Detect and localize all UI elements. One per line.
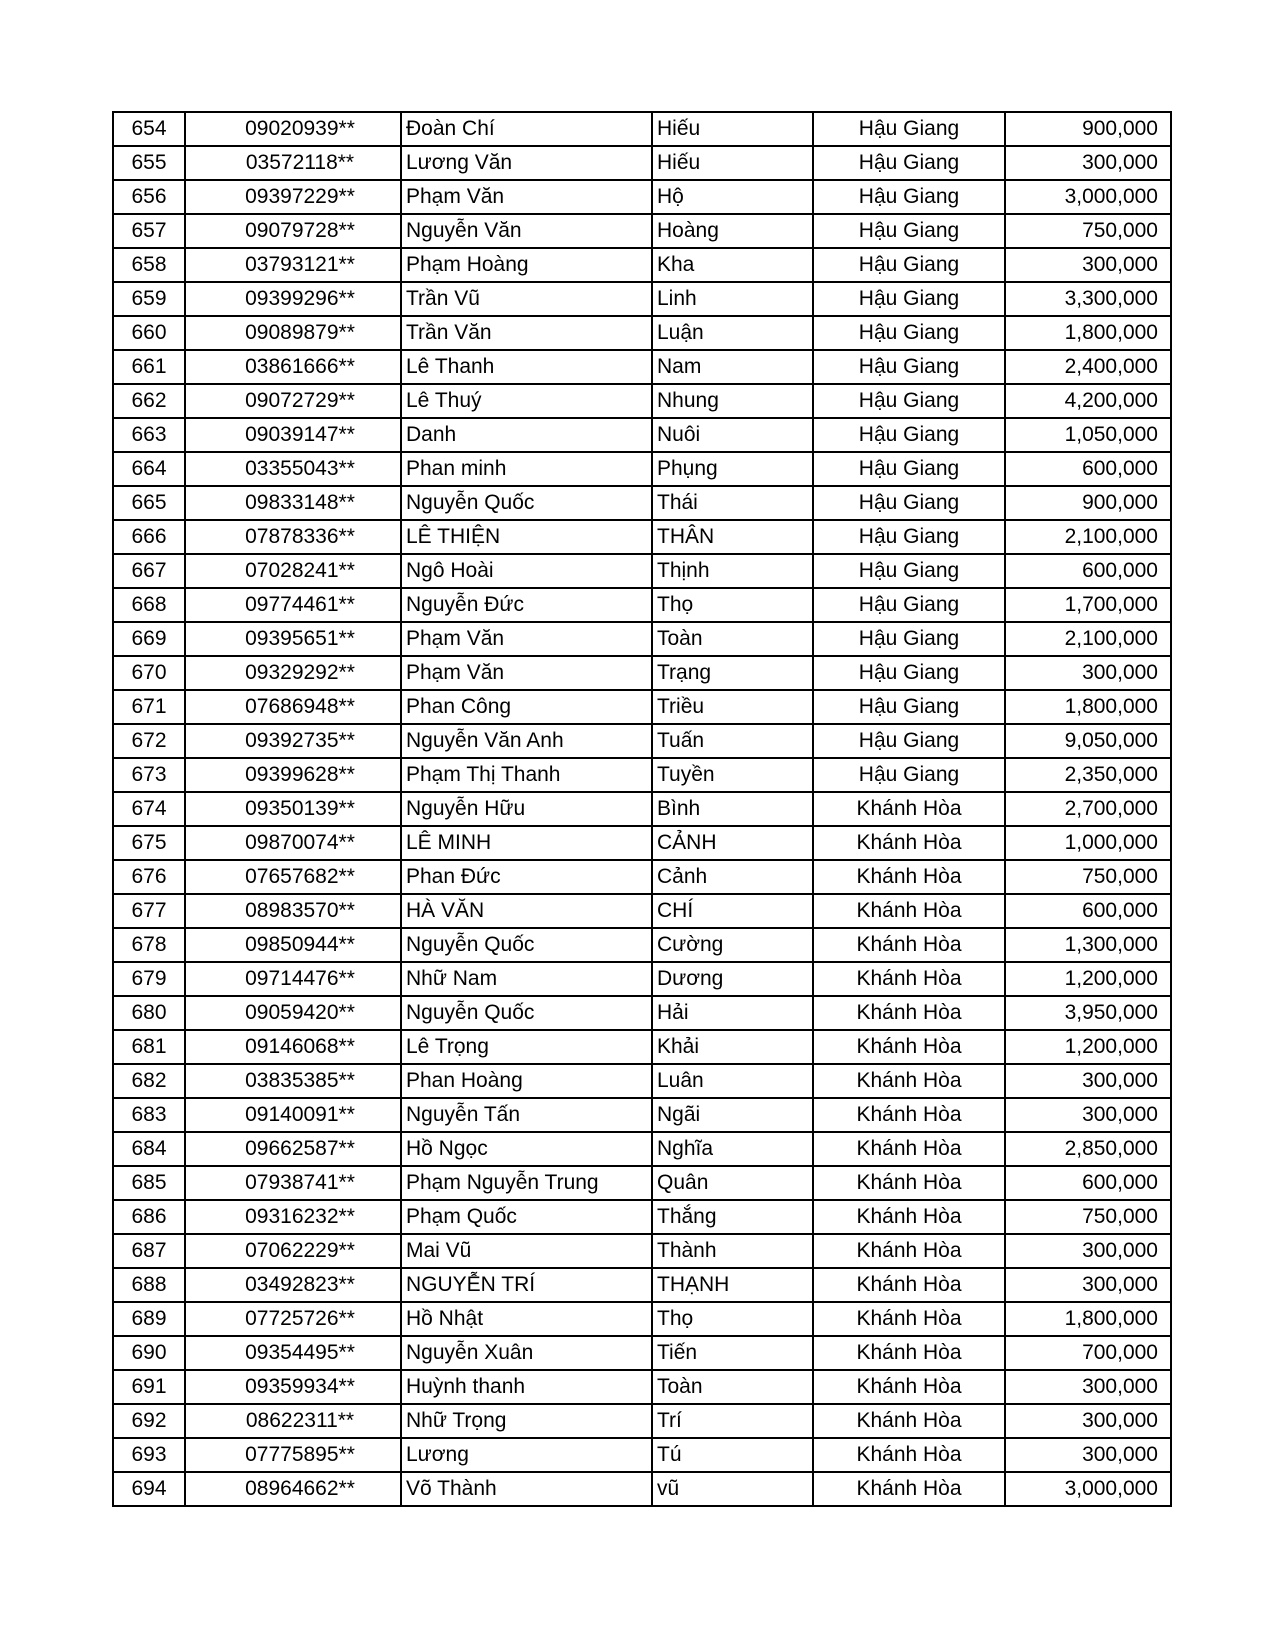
table-row — [113, 554, 1171, 588]
row-number-cell: 658 — [113, 248, 185, 282]
province-cell: Hậu Giang — [813, 690, 1005, 724]
surname-cell: Lê Thuý — [401, 384, 652, 418]
table-row — [113, 1472, 1171, 1506]
phone-cell: 09350139** — [185, 792, 401, 826]
table-row — [113, 1336, 1171, 1370]
given-name-cell: Bình — [652, 792, 813, 826]
phone-cell: 09020939** — [185, 112, 401, 146]
given-name-cell: Tiến — [652, 1336, 813, 1370]
phone-cell: 09714476** — [185, 962, 401, 996]
given-name-cell: Cường — [652, 928, 813, 962]
province-cell: Khánh Hòa — [813, 792, 1005, 826]
row-number-cell: 662 — [113, 384, 185, 418]
row-number-cell: 685 — [113, 1166, 185, 1200]
table-row — [113, 180, 1171, 214]
row-number-cell: 663 — [113, 418, 185, 452]
amount-cell: 3,950,000 — [1005, 996, 1171, 1030]
amount-cell: 300,000 — [1005, 248, 1171, 282]
surname-cell: Nguyễn Quốc — [401, 996, 652, 1030]
amount-cell: 300,000 — [1005, 146, 1171, 180]
amount-cell: 600,000 — [1005, 894, 1171, 928]
amount-cell: 750,000 — [1005, 214, 1171, 248]
amount-cell: 300,000 — [1005, 1098, 1171, 1132]
given-name-cell: Hiếu — [652, 146, 813, 180]
table-row — [113, 1404, 1171, 1438]
province-cell: Hậu Giang — [813, 350, 1005, 384]
row-number-cell: 666 — [113, 520, 185, 554]
phone-cell: 07938741** — [185, 1166, 401, 1200]
amount-cell: 300,000 — [1005, 656, 1171, 690]
row-number-cell: 674 — [113, 792, 185, 826]
amount-cell: 4,200,000 — [1005, 384, 1171, 418]
phone-cell: 03355043** — [185, 452, 401, 486]
surname-cell: Ngô Hoài — [401, 554, 652, 588]
row-number-cell: 664 — [113, 452, 185, 486]
row-number-cell: 660 — [113, 316, 185, 350]
amount-cell: 1,050,000 — [1005, 418, 1171, 452]
amount-cell: 300,000 — [1005, 1234, 1171, 1268]
amount-cell: 9,050,000 — [1005, 724, 1171, 758]
province-cell: Hậu Giang — [813, 146, 1005, 180]
surname-cell: Danh — [401, 418, 652, 452]
table-row — [113, 282, 1171, 316]
amount-cell: 600,000 — [1005, 1166, 1171, 1200]
table-row — [113, 1268, 1171, 1302]
surname-cell: Nguyễn Xuân — [401, 1336, 652, 1370]
table-row — [113, 1166, 1171, 1200]
given-name-cell: Thắng — [652, 1200, 813, 1234]
surname-cell: Lê Thanh — [401, 350, 652, 384]
row-number-cell: 678 — [113, 928, 185, 962]
phone-cell: 09850944** — [185, 928, 401, 962]
phone-cell: 09870074** — [185, 826, 401, 860]
surname-cell: Nguyễn Quốc — [401, 928, 652, 962]
given-name-cell: Toàn — [652, 1370, 813, 1404]
table-row — [113, 1064, 1171, 1098]
row-number-cell: 683 — [113, 1098, 185, 1132]
table-row — [113, 1132, 1171, 1166]
phone-cell: 09359934** — [185, 1370, 401, 1404]
province-cell: Khánh Hòa — [813, 1098, 1005, 1132]
given-name-cell: Thọ — [652, 588, 813, 622]
amount-cell: 1,700,000 — [1005, 588, 1171, 622]
given-name-cell: THẠNH — [652, 1268, 813, 1302]
row-number-cell: 682 — [113, 1064, 185, 1098]
row-number-cell: 684 — [113, 1132, 185, 1166]
given-name-cell: Nuôi — [652, 418, 813, 452]
phone-cell: 07878336** — [185, 520, 401, 554]
province-cell: Hậu Giang — [813, 520, 1005, 554]
surname-cell: Huỳnh thanh — [401, 1370, 652, 1404]
amount-cell: 700,000 — [1005, 1336, 1171, 1370]
amount-cell: 750,000 — [1005, 860, 1171, 894]
province-cell: Khánh Hòa — [813, 1166, 1005, 1200]
surname-cell: Nhữ Nam — [401, 962, 652, 996]
province-cell: Khánh Hòa — [813, 928, 1005, 962]
phone-cell: 03572118** — [185, 146, 401, 180]
amount-cell: 750,000 — [1005, 1200, 1171, 1234]
row-number-cell: 680 — [113, 996, 185, 1030]
province-cell: Hậu Giang — [813, 452, 1005, 486]
amount-cell: 2,350,000 — [1005, 758, 1171, 792]
province-cell: Hậu Giang — [813, 214, 1005, 248]
row-number-cell: 667 — [113, 554, 185, 588]
province-cell: Khánh Hòa — [813, 826, 1005, 860]
given-name-cell: Nam — [652, 350, 813, 384]
surname-cell: Phạm Hoàng — [401, 248, 652, 282]
province-cell: Hậu Giang — [813, 282, 1005, 316]
phone-cell: 08983570** — [185, 894, 401, 928]
amount-cell: 1,800,000 — [1005, 316, 1171, 350]
surname-cell: Nguyễn Tấn — [401, 1098, 652, 1132]
row-number-cell: 689 — [113, 1302, 185, 1336]
table-row — [113, 1302, 1171, 1336]
province-cell: Khánh Hòa — [813, 962, 1005, 996]
phone-cell: 09399296** — [185, 282, 401, 316]
amount-cell: 1,200,000 — [1005, 962, 1171, 996]
amount-cell: 3,000,000 — [1005, 1472, 1171, 1506]
given-name-cell: Nhung — [652, 384, 813, 418]
phone-cell: 09089879** — [185, 316, 401, 350]
surname-cell: Phạm Thị Thanh — [401, 758, 652, 792]
row-number-cell: 677 — [113, 894, 185, 928]
province-cell: Khánh Hòa — [813, 1268, 1005, 1302]
row-number-cell: 670 — [113, 656, 185, 690]
given-name-cell: Tuyền — [652, 758, 813, 792]
phone-cell: 09354495** — [185, 1336, 401, 1370]
phone-cell: 09072729** — [185, 384, 401, 418]
table-body — [113, 112, 1171, 1506]
province-cell: Hậu Giang — [813, 180, 1005, 214]
surname-cell: Lương — [401, 1438, 652, 1472]
amount-cell: 2,100,000 — [1005, 520, 1171, 554]
phone-cell: 09316232** — [185, 1200, 401, 1234]
row-number-cell: 686 — [113, 1200, 185, 1234]
phone-cell: 08622311** — [185, 1404, 401, 1438]
row-number-cell: 687 — [113, 1234, 185, 1268]
given-name-cell: Thái — [652, 486, 813, 520]
province-cell: Khánh Hòa — [813, 1132, 1005, 1166]
row-number-cell: 655 — [113, 146, 185, 180]
province-cell: Khánh Hòa — [813, 894, 1005, 928]
row-number-cell: 654 — [113, 112, 185, 146]
phone-cell: 09329292** — [185, 656, 401, 690]
amount-cell: 1,300,000 — [1005, 928, 1171, 962]
row-number-cell: 691 — [113, 1370, 185, 1404]
table-row — [113, 1200, 1171, 1234]
given-name-cell: Khải — [652, 1030, 813, 1064]
phone-cell: 09397229** — [185, 180, 401, 214]
province-cell: Khánh Hòa — [813, 1438, 1005, 1472]
given-name-cell: Trí — [652, 1404, 813, 1438]
province-cell: Khánh Hòa — [813, 1336, 1005, 1370]
surname-cell: Phạm Văn — [401, 656, 652, 690]
row-number-cell: 665 — [113, 486, 185, 520]
given-name-cell: Quân — [652, 1166, 813, 1200]
province-cell: Khánh Hòa — [813, 1030, 1005, 1064]
surname-cell: HÀ VĂN — [401, 894, 652, 928]
row-number-cell: 679 — [113, 962, 185, 996]
province-cell: Khánh Hòa — [813, 860, 1005, 894]
table-row — [113, 860, 1171, 894]
surname-cell: NGUYỄN TRÍ — [401, 1268, 652, 1302]
row-number-cell: 659 — [113, 282, 185, 316]
phone-cell: 07657682** — [185, 860, 401, 894]
province-cell: Hậu Giang — [813, 112, 1005, 146]
amount-cell: 1,800,000 — [1005, 1302, 1171, 1336]
table-row — [113, 588, 1171, 622]
phone-cell: 07062229** — [185, 1234, 401, 1268]
row-number-cell: 671 — [113, 690, 185, 724]
given-name-cell: Trạng — [652, 656, 813, 690]
table-row — [113, 758, 1171, 792]
table-row — [113, 826, 1171, 860]
table-row — [113, 384, 1171, 418]
table-row — [113, 214, 1171, 248]
phone-cell: 07028241** — [185, 554, 401, 588]
phone-cell: 07725726** — [185, 1302, 401, 1336]
given-name-cell: Hoàng — [652, 214, 813, 248]
given-name-cell: Hiếu — [652, 112, 813, 146]
amount-cell: 300,000 — [1005, 1404, 1171, 1438]
table-row — [113, 316, 1171, 350]
table-row — [113, 486, 1171, 520]
province-cell: Khánh Hòa — [813, 996, 1005, 1030]
surname-cell: Đoàn Chí — [401, 112, 652, 146]
surname-cell: LÊ MINH — [401, 826, 652, 860]
surname-cell: Hồ Nhật — [401, 1302, 652, 1336]
surname-cell: Phan Công — [401, 690, 652, 724]
surname-cell: Nguyễn Đức — [401, 588, 652, 622]
phone-cell: 09395651** — [185, 622, 401, 656]
surname-cell: Phan minh — [401, 452, 652, 486]
row-number-cell: 681 — [113, 1030, 185, 1064]
phone-cell: 03492823** — [185, 1268, 401, 1302]
table-row — [113, 520, 1171, 554]
surname-cell: Trần Vũ — [401, 282, 652, 316]
phone-cell: 08964662** — [185, 1472, 401, 1506]
given-name-cell: Dương — [652, 962, 813, 996]
amount-cell: 600,000 — [1005, 452, 1171, 486]
surname-cell: Võ Thành — [401, 1472, 652, 1506]
table-row — [113, 452, 1171, 486]
table-row — [113, 350, 1171, 384]
phone-cell: 07686948** — [185, 690, 401, 724]
table-row — [113, 996, 1171, 1030]
given-name-cell: Kha — [652, 248, 813, 282]
province-cell: Khánh Hòa — [813, 1370, 1005, 1404]
amount-cell: 1,000,000 — [1005, 826, 1171, 860]
given-name-cell: Ngãi — [652, 1098, 813, 1132]
row-number-cell: 661 — [113, 350, 185, 384]
phone-cell: 03793121** — [185, 248, 401, 282]
province-cell: Hậu Giang — [813, 486, 1005, 520]
province-cell: Hậu Giang — [813, 554, 1005, 588]
given-name-cell: vũ — [652, 1472, 813, 1506]
amount-cell: 300,000 — [1005, 1438, 1171, 1472]
table-row — [113, 1234, 1171, 1268]
amount-cell: 300,000 — [1005, 1370, 1171, 1404]
table-row — [113, 792, 1171, 826]
table-row — [113, 928, 1171, 962]
amount-cell: 300,000 — [1005, 1064, 1171, 1098]
amount-cell: 600,000 — [1005, 554, 1171, 588]
table-row — [113, 1098, 1171, 1132]
given-name-cell: Tuấn — [652, 724, 813, 758]
amount-cell: 2,700,000 — [1005, 792, 1171, 826]
row-number-cell: 672 — [113, 724, 185, 758]
row-number-cell: 675 — [113, 826, 185, 860]
table-row — [113, 724, 1171, 758]
surname-cell: Trần Văn — [401, 316, 652, 350]
surname-cell: Nguyễn Văn Anh — [401, 724, 652, 758]
given-name-cell: Triều — [652, 690, 813, 724]
row-number-cell: 688 — [113, 1268, 185, 1302]
given-name-cell: Cảnh — [652, 860, 813, 894]
amount-cell: 900,000 — [1005, 112, 1171, 146]
table-row — [113, 690, 1171, 724]
province-cell: Hậu Giang — [813, 724, 1005, 758]
province-cell: Hậu Giang — [813, 418, 1005, 452]
given-name-cell: Luận — [652, 316, 813, 350]
province-cell: Khánh Hòa — [813, 1234, 1005, 1268]
row-number-cell: 676 — [113, 860, 185, 894]
given-name-cell: Hải — [652, 996, 813, 1030]
amount-cell: 2,100,000 — [1005, 622, 1171, 656]
given-name-cell: Toàn — [652, 622, 813, 656]
row-number-cell: 657 — [113, 214, 185, 248]
given-name-cell: Tú — [652, 1438, 813, 1472]
table-row — [113, 1438, 1171, 1472]
province-cell: Hậu Giang — [813, 316, 1005, 350]
province-cell: Khánh Hòa — [813, 1302, 1005, 1336]
amount-cell: 2,850,000 — [1005, 1132, 1171, 1166]
given-name-cell: Hộ — [652, 180, 813, 214]
province-cell: Khánh Hòa — [813, 1404, 1005, 1438]
table-row — [113, 962, 1171, 996]
table-row — [113, 112, 1171, 146]
surname-cell: Phạm Văn — [401, 622, 652, 656]
given-name-cell: Luân — [652, 1064, 813, 1098]
phone-cell: 09662587** — [185, 1132, 401, 1166]
province-cell: Hậu Giang — [813, 622, 1005, 656]
province-cell: Hậu Giang — [813, 656, 1005, 690]
row-number-cell: 656 — [113, 180, 185, 214]
row-number-cell: 669 — [113, 622, 185, 656]
province-cell: Hậu Giang — [813, 588, 1005, 622]
province-cell: Khánh Hòa — [813, 1472, 1005, 1506]
given-name-cell: THÂN — [652, 520, 813, 554]
surname-cell: Phạm Quốc — [401, 1200, 652, 1234]
row-number-cell: 692 — [113, 1404, 185, 1438]
phone-cell: 03835385** — [185, 1064, 401, 1098]
surname-cell: Lương Văn — [401, 146, 652, 180]
phone-cell: 09140091** — [185, 1098, 401, 1132]
surname-cell: Nhữ Trọng — [401, 1404, 652, 1438]
given-name-cell: Nghĩa — [652, 1132, 813, 1166]
surname-cell: Nguyễn Hữu — [401, 792, 652, 826]
table-row — [113, 622, 1171, 656]
amount-cell: 900,000 — [1005, 486, 1171, 520]
surname-cell: Phạm Văn — [401, 180, 652, 214]
amount-cell: 1,200,000 — [1005, 1030, 1171, 1064]
amount-cell: 3,000,000 — [1005, 180, 1171, 214]
given-name-cell: Linh — [652, 282, 813, 316]
given-name-cell: CẢNH — [652, 826, 813, 860]
table-row — [113, 248, 1171, 282]
phone-cell: 09833148** — [185, 486, 401, 520]
amount-cell: 2,400,000 — [1005, 350, 1171, 384]
phone-cell: 09079728** — [185, 214, 401, 248]
row-number-cell: 693 — [113, 1438, 185, 1472]
phone-cell: 09039147** — [185, 418, 401, 452]
phone-cell: 09392735** — [185, 724, 401, 758]
row-number-cell: 694 — [113, 1472, 185, 1506]
data-table — [112, 111, 1172, 1507]
row-number-cell: 673 — [113, 758, 185, 792]
table-row — [113, 418, 1171, 452]
surname-cell: Phạm Nguyễn Trung — [401, 1166, 652, 1200]
surname-cell: Phan Đức — [401, 860, 652, 894]
given-name-cell: Thọ — [652, 1302, 813, 1336]
phone-cell: 03861666** — [185, 350, 401, 384]
province-cell: Hậu Giang — [813, 758, 1005, 792]
surname-cell: Lê Trọng — [401, 1030, 652, 1064]
province-cell: Hậu Giang — [813, 248, 1005, 282]
phone-cell: 09146068** — [185, 1030, 401, 1064]
surname-cell: Nguyễn Văn — [401, 214, 652, 248]
given-name-cell: Thịnh — [652, 554, 813, 588]
phone-cell: 09059420** — [185, 996, 401, 1030]
given-name-cell: Phụng — [652, 452, 813, 486]
phone-cell: 07775895** — [185, 1438, 401, 1472]
province-cell: Khánh Hòa — [813, 1064, 1005, 1098]
surname-cell: Mai Vũ — [401, 1234, 652, 1268]
table-row — [113, 1370, 1171, 1404]
province-cell: Khánh Hòa — [813, 1200, 1005, 1234]
province-cell: Hậu Giang — [813, 384, 1005, 418]
surname-cell: Phan Hoàng — [401, 1064, 652, 1098]
amount-cell: 300,000 — [1005, 1268, 1171, 1302]
row-number-cell: 690 — [113, 1336, 185, 1370]
amount-cell: 1,800,000 — [1005, 690, 1171, 724]
amount-cell: 3,300,000 — [1005, 282, 1171, 316]
surname-cell: Hồ Ngọc — [401, 1132, 652, 1166]
phone-cell: 09774461** — [185, 588, 401, 622]
given-name-cell: CHÍ — [652, 894, 813, 928]
surname-cell: LÊ THIỆN — [401, 520, 652, 554]
table-row — [113, 1030, 1171, 1064]
table-row — [113, 656, 1171, 690]
phone-cell: 09399628** — [185, 758, 401, 792]
surname-cell: Nguyễn Quốc — [401, 486, 652, 520]
given-name-cell: Thành — [652, 1234, 813, 1268]
table-row — [113, 146, 1171, 180]
row-number-cell: 668 — [113, 588, 185, 622]
table-row — [113, 894, 1171, 928]
